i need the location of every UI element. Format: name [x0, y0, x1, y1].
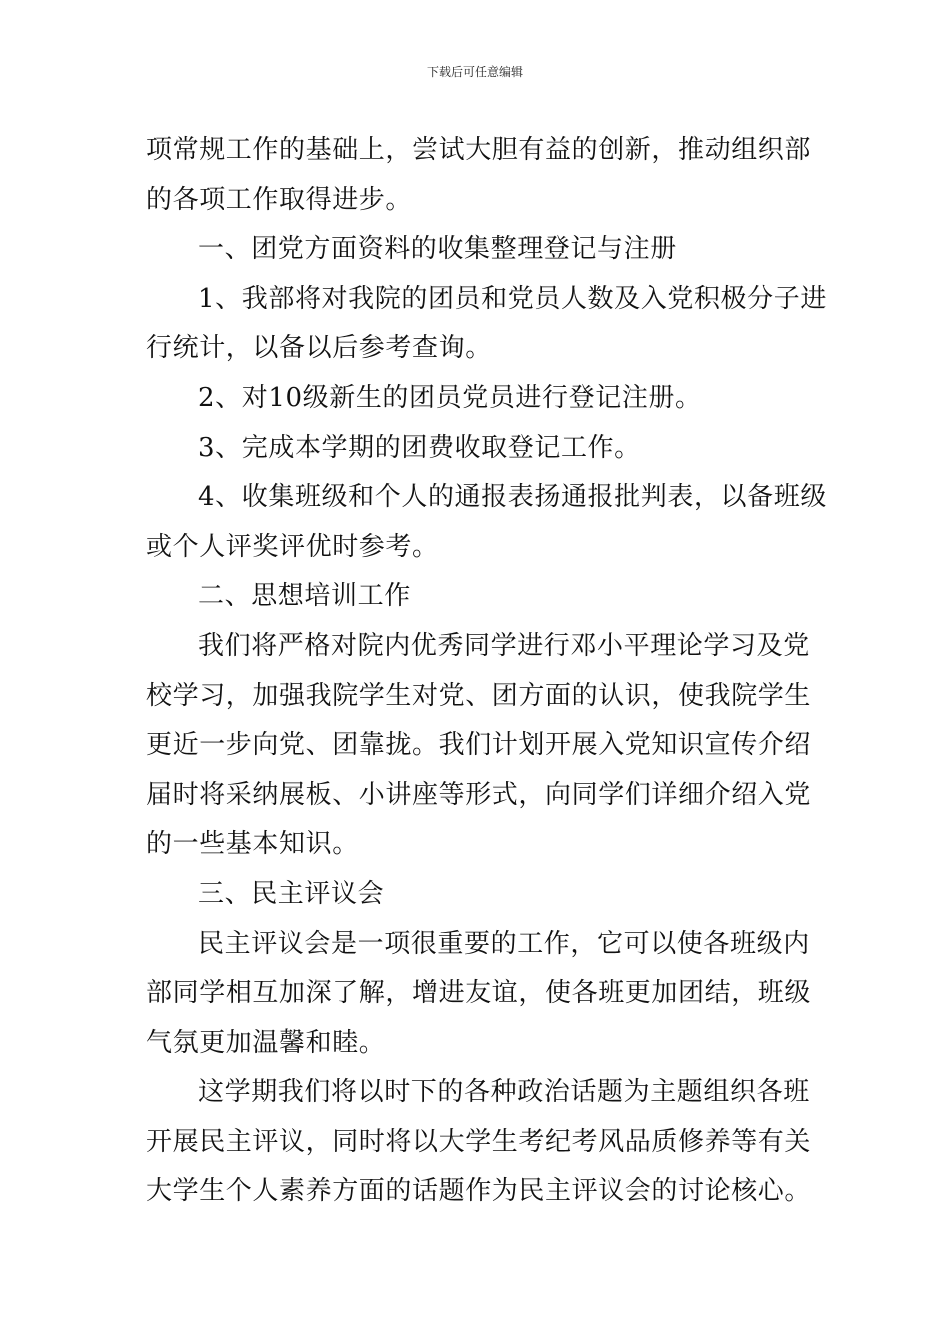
section-heading-1	[146, 225, 811, 275]
paragraph-review-intro	[146, 920, 811, 1069]
text-line: 一、团党方面资料的收集整理登记与注册	[198, 234, 677, 265]
section-heading-3	[146, 870, 811, 920]
paragraph-training	[146, 622, 811, 870]
list-item-4	[146, 473, 827, 572]
text-line: 4、收集班级和个人的通报表扬通报批判表，以备班级	[198, 482, 827, 513]
list-item-1	[146, 275, 827, 374]
text-line: 届时将采纳展板、小讲座等形式，向同学们详细介绍入党	[146, 779, 812, 810]
text-line: 部同学相互加深了解，增进友谊，使各班更加团结，班级	[146, 978, 812, 1009]
text-line: 1、我部将对我院的团员和党员人数及入党积极分子进	[198, 283, 827, 314]
text-line: 气氛更加温馨和睦。	[146, 1027, 386, 1058]
text-line: 2、对10级新生的团员党员进行登记注册。	[198, 382, 702, 413]
text-line: 这学期我们将以时下的各种政治话题为主题组织各班	[198, 1077, 810, 1108]
text-line: 项常规工作的基础上，尝试大胆有益的创新，推动组织部	[146, 135, 812, 165]
section-heading-2	[146, 572, 811, 622]
document-body	[146, 126, 827, 1217]
list-item-2	[146, 374, 811, 424]
text-line: 的一些基本知识。	[146, 829, 359, 860]
text-line: 校学习，加强我院学生对党、团方面的认识，使我院学生	[146, 680, 812, 711]
page-header: 下载后可任意编辑	[426, 65, 523, 79]
text-line: 开展民主评议，同时将以大学生考纪考风品质修养等有关	[146, 1126, 812, 1157]
paragraph-continuation	[146, 126, 811, 225]
paragraph-review-plan	[146, 1068, 811, 1217]
text-line: 三、民主评议会	[198, 878, 385, 909]
text-line: 行统计，以备以后参考查询。	[146, 333, 492, 364]
text-line: 的各项工作取得进步。	[146, 184, 413, 215]
text-line: 民主评议会是一项很重要的工作，它可以使各班级内	[198, 928, 810, 959]
list-item-3	[146, 424, 811, 474]
text-line: 更近一步向党、团靠拢。我们计划开展入党知识宣传介绍	[146, 730, 812, 761]
text-line: 大学生个人素养方面的话题作为民主评议会的讨论核心。	[146, 1176, 812, 1207]
text-line: 或个人评奖评优时参考。	[146, 531, 439, 562]
text-line: 二、思想培训工作	[198, 581, 411, 612]
text-line: 我们将严格对院内优秀同学进行邓小平理论学习及党	[198, 630, 810, 661]
text-line: 3、完成本学期的团费收取登记工作。	[198, 432, 641, 463]
